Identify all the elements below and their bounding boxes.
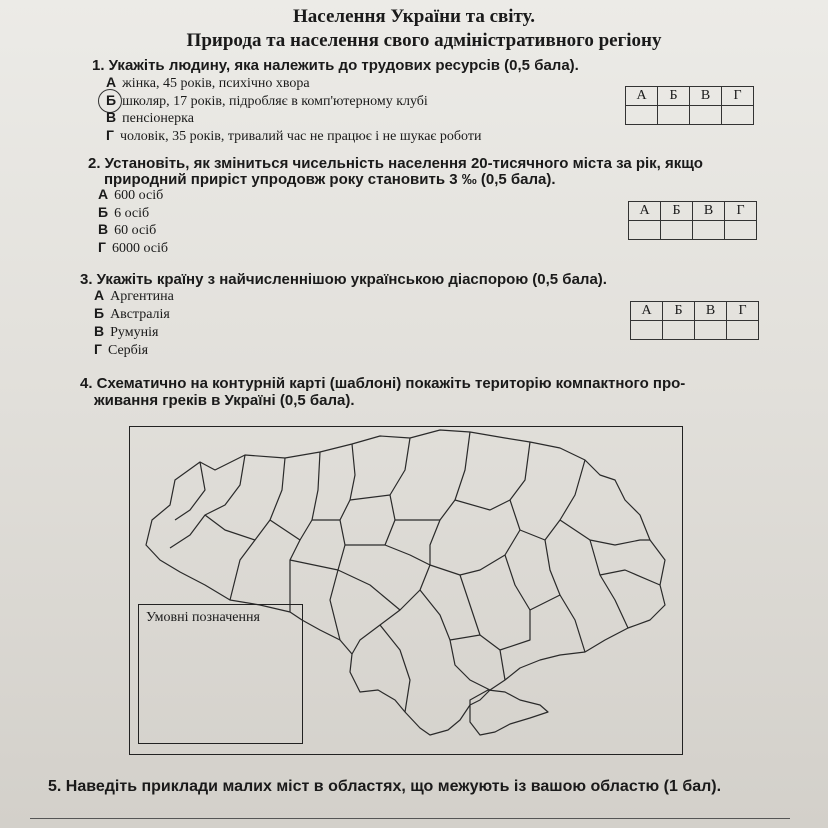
oblast-boundary (230, 458, 285, 600)
answer-header: Г (722, 87, 754, 106)
oblast-boundary (338, 570, 400, 610)
oblast-boundary (520, 460, 585, 540)
option-text: пенсіонерка (122, 111, 194, 126)
title-sub: Природа та населення свого адміністративного регіону (186, 30, 662, 51)
answer-header: Б (663, 302, 695, 321)
option-text: 6000 осіб (111, 241, 169, 256)
option-letter: Б (98, 204, 109, 220)
answer-header: А (631, 302, 663, 321)
oblast-boundary (590, 540, 628, 628)
answer-header: В (690, 87, 722, 106)
question-4-line-2: живання греків в Україні (0,5 бала). (94, 392, 355, 409)
oblast-boundary (455, 442, 530, 510)
option-letter: В (94, 323, 105, 339)
oblast-boundary (560, 520, 650, 545)
option-text: Австралія (110, 307, 170, 322)
question-1: 1. Укажіть людину, яка належить до трудових ресурсів (0,5 бала). (92, 57, 579, 74)
oblast-boundary (345, 545, 430, 565)
option-text: Румунія (110, 325, 159, 340)
oblast-boundary (460, 575, 530, 650)
option-letter: Б (94, 305, 105, 321)
oblast-boundary (290, 560, 338, 570)
oblast-boundary (270, 520, 300, 540)
oblast-boundary (352, 432, 470, 654)
option-text: 60 осіб (114, 223, 157, 238)
question-4-line-1: 4. Схематично на контурній карті (шаблоні) покажіть територію компактного про- (80, 375, 686, 392)
answer-header: А (626, 87, 658, 106)
option-letter: Г (94, 341, 102, 357)
oblast-boundary (330, 444, 355, 640)
answer-header: Б (658, 87, 690, 106)
option-text: жінка, 45 років, психічно хвора (122, 76, 310, 91)
oblast-boundary (420, 590, 490, 690)
option-text: Сербія (107, 343, 149, 358)
answer-header: Г (725, 202, 757, 221)
oblast-boundary (170, 455, 245, 548)
oblast-boundary (500, 650, 505, 680)
oblast-boundary (205, 515, 255, 540)
question-3: 3. Укажіть країну з найчисленнішою українською діаспорою (0,5 бала). (80, 271, 607, 288)
option-text: школяр, 17 років, підробляє в комп'ютерному клубі (122, 94, 428, 109)
title-main: Населення України та світу. (293, 6, 535, 27)
option-text: Аргентина (110, 289, 174, 304)
map-legend-title: Умовні позначення (146, 610, 260, 625)
answer-header: В (693, 202, 725, 221)
oblast-boundary (385, 438, 410, 545)
option-letter: В (98, 221, 109, 237)
answer-line[interactable] (30, 818, 790, 819)
option-letter: Г (106, 127, 114, 143)
question-5: 5. Наведіть приклади малих міст в областях, що межують із вашою областю (1 бал). (48, 778, 722, 795)
option-letter: А (98, 186, 109, 202)
option-letter: А (94, 287, 105, 303)
option-text: чоловік, 35 років, тривалий час не працює і не шукає роботи (119, 129, 482, 144)
option-letter: В (106, 109, 117, 125)
question-2-line-2: природний приріст упродовж року становить 3 ‰ (0,5 бала). (104, 171, 556, 188)
option-letter: Г (98, 239, 106, 255)
crimea-outline (470, 690, 548, 735)
oblast-boundary (545, 540, 585, 652)
option-text: 600 осіб (114, 188, 164, 203)
oblast-boundary (450, 635, 480, 640)
oblast-boundary (430, 500, 520, 575)
oblast-boundary (505, 555, 560, 610)
oblast-boundary (175, 462, 205, 520)
answer-header: Г (727, 302, 759, 321)
option-text: 6 осіб (114, 206, 150, 221)
oblast-boundary (600, 570, 660, 585)
option-letter: А (106, 74, 117, 90)
answer-header: В (695, 302, 727, 321)
oblast-boundary (290, 452, 320, 612)
oblast-boundary (380, 625, 410, 712)
answer-header: А (629, 202, 661, 221)
oblast-boundary (350, 495, 390, 500)
question-2-line-1: 2. Установіть, як зміниться чисельність населення 20-тисячного міста за рік, якщо (88, 155, 703, 172)
option-letter: Б (106, 92, 117, 108)
answer-header: Б (661, 202, 693, 221)
